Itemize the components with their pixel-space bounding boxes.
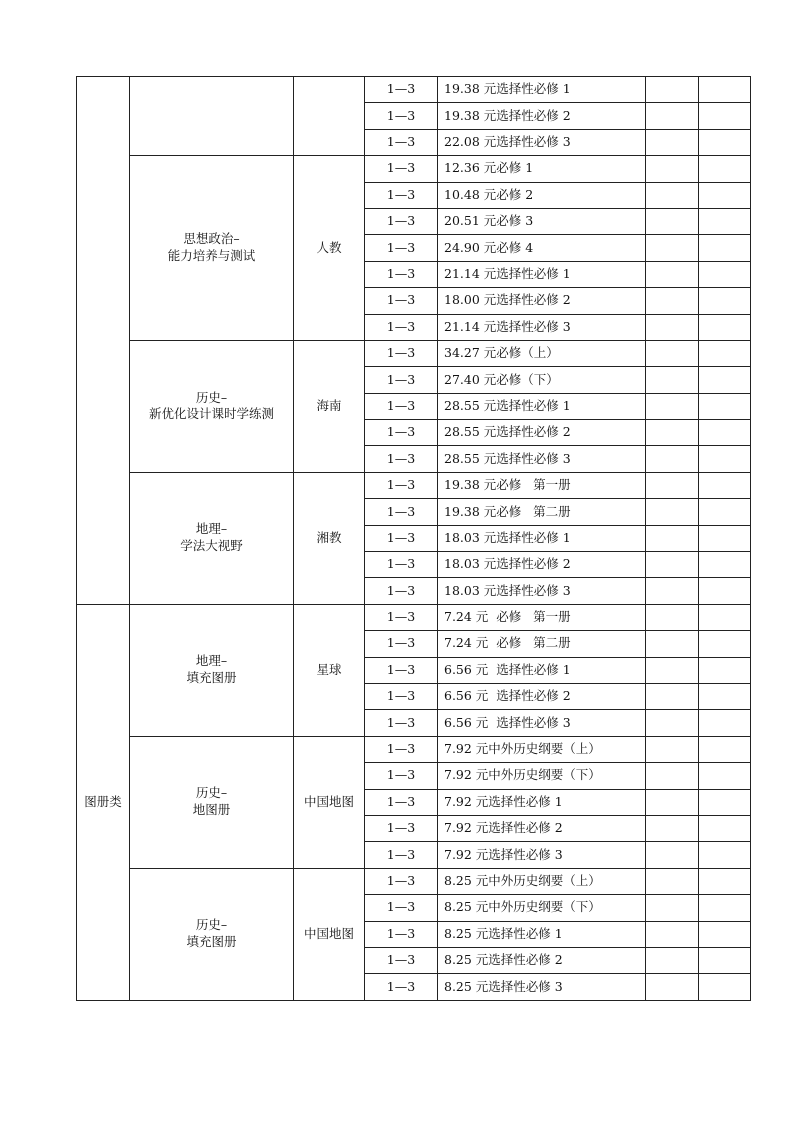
blank-cell (646, 578, 699, 604)
blank-cell (646, 472, 699, 498)
blank-cell (646, 235, 699, 261)
price-cell: 19.38 元选择性必修 2 (438, 103, 646, 129)
blank-cell (699, 683, 751, 709)
grade-cell: 1—3 (365, 156, 438, 182)
price-cell: 8.25 元选择性必修 2 (438, 947, 646, 973)
grade-cell: 1—3 (365, 420, 438, 446)
price-cell: 28.55 元选择性必修 3 (438, 446, 646, 472)
price-cell: 7.24 元 必修 第一册 (438, 604, 646, 630)
book-title-cell (130, 156, 294, 341)
blank-cell (646, 420, 699, 446)
blank-cell (646, 868, 699, 894)
grade-cell: 1—3 (365, 631, 438, 657)
price-cell: 19.38 元必修 第一册 (438, 472, 646, 498)
price-cell: 8.25 元中外历史纲要（上） (438, 868, 646, 894)
blank-cell (699, 261, 751, 287)
blank-cell (699, 947, 751, 973)
grade-cell: 1—3 (365, 525, 438, 551)
blank-cell (699, 895, 751, 921)
blank-cell (646, 947, 699, 973)
blank-cell (699, 736, 751, 762)
grade-cell: 1—3 (365, 208, 438, 234)
book-title-line: 历史– (195, 389, 228, 405)
book-title-cell (130, 604, 294, 736)
price-cell: 12.36 元必修 1 (438, 156, 646, 182)
blank-cell (646, 789, 699, 815)
price-cell: 18.03 元选择性必修 2 (438, 552, 646, 578)
book-title-line: 新优化设计课时学练测 (148, 406, 274, 422)
grade-cell: 1—3 (365, 895, 438, 921)
blank-cell (699, 604, 751, 630)
blank-cell (646, 367, 699, 393)
table-body (77, 77, 751, 1001)
blank-cell (646, 895, 699, 921)
blank-cell (646, 525, 699, 551)
book-title-cell (130, 340, 294, 472)
price-cell: 19.38 元必修 第二册 (438, 499, 646, 525)
blank-cell (699, 657, 751, 683)
blank-cell (699, 552, 751, 578)
grade-cell: 1—3 (365, 974, 438, 1000)
price-cell: 7.92 元中外历史纲要（上） (438, 736, 646, 762)
price-cell: 6.56 元 选择性必修 2 (438, 683, 646, 709)
blank-cell (646, 208, 699, 234)
book-title-cell (130, 77, 294, 156)
table-row (77, 604, 751, 630)
price-cell: 18.03 元选择性必修 1 (438, 525, 646, 551)
price-cell: 7.92 元选择性必修 1 (438, 789, 646, 815)
blank-cell (699, 499, 751, 525)
blank-cell (646, 763, 699, 789)
price-cell: 22.08 元选择性必修 3 (438, 129, 646, 155)
grade-cell: 1—3 (365, 683, 438, 709)
blank-cell (646, 393, 699, 419)
blank-cell (699, 446, 751, 472)
blank-cell (699, 631, 751, 657)
grade-cell: 1—3 (365, 921, 438, 947)
blank-cell (699, 77, 751, 103)
blank-cell (699, 763, 751, 789)
publisher-cell: 中国地图 (294, 736, 365, 868)
blank-cell (699, 314, 751, 340)
blank-cell (646, 815, 699, 841)
book-title-line: 历史– (195, 785, 228, 801)
blank-cell (646, 156, 699, 182)
grade-cell: 1—3 (365, 842, 438, 868)
grade-cell: 1—3 (365, 103, 438, 129)
grade-cell: 1—3 (365, 340, 438, 366)
grade-cell: 1—3 (365, 789, 438, 815)
book-title-line: 历史– (195, 917, 228, 933)
price-cell: 28.55 元选择性必修 1 (438, 393, 646, 419)
blank-cell (699, 578, 751, 604)
blank-cell (699, 815, 751, 841)
price-cell: 7.92 元选择性必修 3 (438, 842, 646, 868)
grade-cell: 1—3 (365, 314, 438, 340)
blank-cell (699, 921, 751, 947)
price-cell: 6.56 元 选择性必修 1 (438, 657, 646, 683)
blank-cell (699, 129, 751, 155)
blank-cell (699, 156, 751, 182)
blank-cell (699, 182, 751, 208)
table-row (77, 472, 751, 498)
blank-cell (699, 420, 751, 446)
price-cell: 18.03 元选择性必修 3 (438, 578, 646, 604)
blank-cell (699, 974, 751, 1000)
price-cell: 20.51 元必修 3 (438, 208, 646, 234)
blank-cell (699, 472, 751, 498)
book-title-line: 思想政治– (183, 231, 240, 247)
price-cell: 7.24 元 必修 第二册 (438, 631, 646, 657)
blank-cell (646, 604, 699, 630)
grade-cell: 1—3 (365, 367, 438, 393)
blank-cell (646, 631, 699, 657)
blank-cell (699, 367, 751, 393)
price-cell: 7.92 元中外历史纲要（下） (438, 763, 646, 789)
blank-cell (646, 103, 699, 129)
publisher-cell: 中国地图 (294, 868, 365, 1000)
category-cell: 图册类 (77, 604, 130, 1000)
price-cell: 19.38 元选择性必修 1 (438, 77, 646, 103)
blank-cell (699, 710, 751, 736)
blank-cell (699, 340, 751, 366)
grade-cell: 1—3 (365, 552, 438, 578)
grade-cell: 1—3 (365, 261, 438, 287)
grade-cell: 1—3 (365, 710, 438, 736)
table-row (77, 156, 751, 182)
blank-cell (646, 446, 699, 472)
blank-cell (646, 314, 699, 340)
blank-cell (646, 921, 699, 947)
price-cell: 8.25 元中外历史纲要（下） (438, 895, 646, 921)
grade-cell: 1—3 (365, 604, 438, 630)
blank-cell (646, 657, 699, 683)
grade-cell: 1—3 (365, 657, 438, 683)
grade-cell: 1—3 (365, 182, 438, 208)
price-cell: 8.25 元选择性必修 3 (438, 974, 646, 1000)
publisher-cell: 湘教 (294, 472, 365, 604)
book-title-line: 地理– (195, 521, 228, 537)
blank-cell (646, 499, 699, 525)
price-cell: 27.40 元必修（下） (438, 367, 646, 393)
book-title-line: 地图册 (192, 802, 231, 818)
publisher-cell: 海南 (294, 340, 365, 472)
blank-cell (699, 103, 751, 129)
blank-cell (646, 261, 699, 287)
blank-cell (646, 552, 699, 578)
blank-cell (646, 710, 699, 736)
publisher-cell (294, 77, 365, 156)
grade-cell: 1—3 (365, 393, 438, 419)
table-row (77, 736, 751, 762)
category-cell (77, 77, 130, 605)
price-cell: 10.48 元必修 2 (438, 182, 646, 208)
grade-cell: 1—3 (365, 77, 438, 103)
grade-cell: 1—3 (365, 235, 438, 261)
blank-cell (699, 235, 751, 261)
grade-cell: 1—3 (365, 446, 438, 472)
table-row (77, 340, 751, 366)
price-cell: 21.14 元选择性必修 1 (438, 261, 646, 287)
blank-cell (699, 789, 751, 815)
textbook-price-table (76, 76, 751, 1001)
price-cell: 34.27 元必修（上） (438, 340, 646, 366)
blank-cell (699, 525, 751, 551)
table-row (77, 868, 751, 894)
blank-cell (646, 182, 699, 208)
price-cell: 18.00 元选择性必修 2 (438, 288, 646, 314)
grade-cell: 1—3 (365, 736, 438, 762)
blank-cell (646, 340, 699, 366)
blank-cell (646, 842, 699, 868)
book-title-cell (130, 868, 294, 1000)
book-title-line: 填充图册 (186, 934, 237, 950)
price-cell: 6.56 元 选择性必修 3 (438, 710, 646, 736)
book-title-line: 学法大视野 (180, 538, 243, 554)
grade-cell: 1—3 (365, 288, 438, 314)
blank-cell (646, 736, 699, 762)
publisher-cell: 人教 (294, 156, 365, 341)
grade-cell: 1—3 (365, 815, 438, 841)
grade-cell: 1—3 (365, 868, 438, 894)
grade-cell: 1—3 (365, 578, 438, 604)
grade-cell: 1—3 (365, 763, 438, 789)
blank-cell (646, 77, 699, 103)
blank-cell (646, 288, 699, 314)
price-cell: 8.25 元选择性必修 1 (438, 921, 646, 947)
price-cell: 7.92 元选择性必修 2 (438, 815, 646, 841)
book-title-line: 地理– (195, 653, 228, 669)
price-cell: 24.90 元必修 4 (438, 235, 646, 261)
book-title-line: 能力培养与测试 (167, 248, 256, 264)
grade-cell: 1—3 (365, 499, 438, 525)
blank-cell (699, 208, 751, 234)
blank-cell (699, 842, 751, 868)
book-title-line: 填充图册 (186, 670, 237, 686)
publisher-cell: 星球 (294, 604, 365, 736)
book-title-cell (130, 736, 294, 868)
price-cell: 21.14 元选择性必修 3 (438, 314, 646, 340)
grade-cell: 1—3 (365, 129, 438, 155)
blank-cell (699, 288, 751, 314)
table-row (77, 77, 751, 103)
blank-cell (699, 393, 751, 419)
grade-cell: 1—3 (365, 472, 438, 498)
grade-cell: 1—3 (365, 947, 438, 973)
blank-cell (646, 974, 699, 1000)
blank-cell (646, 129, 699, 155)
blank-cell (699, 868, 751, 894)
blank-cell (646, 683, 699, 709)
price-cell: 28.55 元选择性必修 2 (438, 420, 646, 446)
book-title-cell (130, 472, 294, 604)
